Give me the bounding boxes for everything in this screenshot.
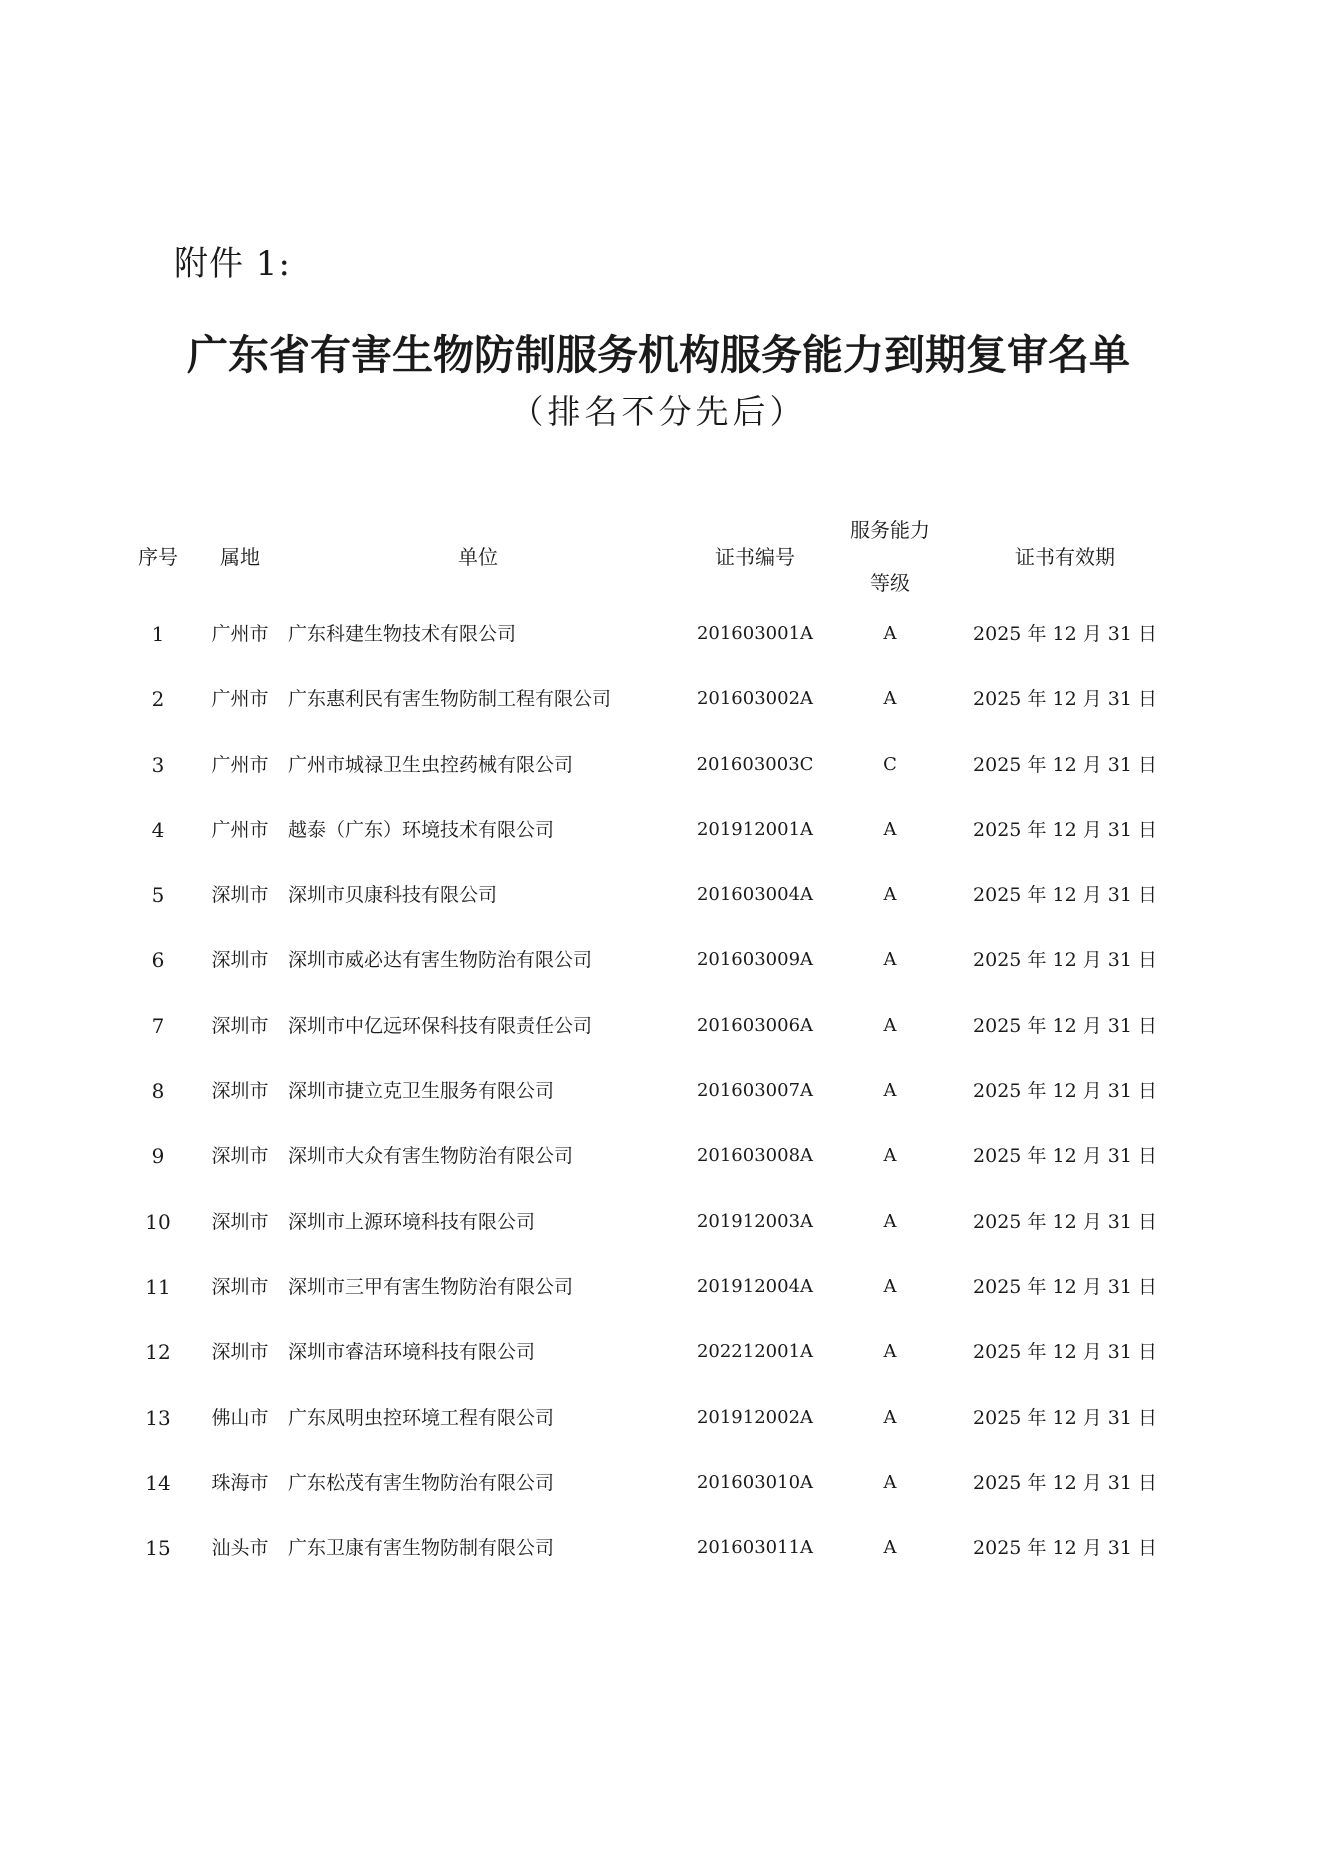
cell-seq: 14 xyxy=(145,1470,171,1495)
cell-unit: 广州市城禄卫生虫控药械有限公司 xyxy=(288,753,574,776)
table-row xyxy=(0,936,1317,1001)
cell-unit: 深圳市三甲有害生物防治有限公司 xyxy=(288,1275,574,1298)
header-location: 属地 xyxy=(220,544,260,569)
cell-cert-no: 201603004A xyxy=(696,884,814,906)
cell-validity: 2025 年 12 月 31 日 xyxy=(973,688,1157,711)
table-row xyxy=(0,1002,1317,1067)
table-row xyxy=(0,610,1317,675)
cell-unit: 广东松茂有害生物防治有限公司 xyxy=(288,1471,555,1494)
cell-unit: 广东惠利民有害生物防制工程有限公司 xyxy=(288,688,612,711)
header-seq: 序号 xyxy=(138,544,178,569)
cell-grade: A xyxy=(883,1537,897,1559)
cell-cert-no: 201603002A xyxy=(696,688,814,710)
cell-validity: 2025 年 12 月 31 日 xyxy=(973,1471,1157,1494)
document-subtitle: （排名不分先后） xyxy=(510,392,807,431)
document-title: 广东省有害生物防制服务机构服务能力到期复审名单 xyxy=(187,331,1130,379)
cell-grade: A xyxy=(883,884,897,906)
header-unit: 单位 xyxy=(458,544,498,569)
cell-grade: A xyxy=(883,1275,897,1297)
cell-cert-no: 201603003C xyxy=(696,753,814,775)
cell-location: 深圳市 xyxy=(211,1210,269,1233)
cell-unit: 深圳市中亿远环保科技有限责任公司 xyxy=(288,1014,593,1037)
cell-validity: 2025 年 12 月 31 日 xyxy=(973,1537,1157,1560)
cell-unit: 深圳市大众有害生物防治有限公司 xyxy=(288,1145,574,1168)
cell-cert-no: 202212001A xyxy=(696,1341,814,1363)
table-row xyxy=(0,1328,1317,1393)
cell-location: 深圳市 xyxy=(211,1275,269,1298)
cell-seq: 8 xyxy=(151,1079,165,1104)
cell-validity: 2025 年 12 月 31 日 xyxy=(973,1145,1157,1168)
cell-unit: 广东凤明虫控环境工程有限公司 xyxy=(288,1406,555,1429)
cell-unit: 越泰（广东）环境技术有限公司 xyxy=(288,818,555,841)
cell-grade: A xyxy=(883,688,897,710)
cell-cert-no: 201912004A xyxy=(696,1275,814,1297)
cell-seq: 10 xyxy=(145,1209,171,1234)
cell-cert-no: 201603001A xyxy=(696,623,814,644)
cell-location: 汕头市 xyxy=(211,1537,269,1560)
cell-grade: A xyxy=(883,1145,897,1167)
cell-location: 广州市 xyxy=(211,818,269,841)
cell-cert-no: 201603009A xyxy=(696,949,814,971)
cell-grade: A xyxy=(883,1471,897,1493)
cell-unit: 深圳市捷立克卫生服务有限公司 xyxy=(288,1080,555,1103)
cell-cert-no: 201912003A xyxy=(696,1210,814,1232)
cell-grade: A xyxy=(883,1210,897,1232)
header-grade-line1: 服务能力 xyxy=(850,518,930,542)
cell-location: 深圳市 xyxy=(211,949,269,972)
cell-validity: 2025 年 12 月 31 日 xyxy=(973,1014,1157,1037)
cell-seq: 9 xyxy=(151,1144,165,1169)
table-header xyxy=(0,510,1317,600)
table-row xyxy=(0,1132,1317,1197)
cell-seq: 12 xyxy=(145,1340,171,1365)
table-row xyxy=(0,1524,1317,1589)
cell-cert-no: 201603010A xyxy=(696,1471,814,1493)
cell-grade: A xyxy=(883,818,897,840)
table-row xyxy=(0,1394,1317,1459)
cell-cert-no: 201603006A xyxy=(696,1014,814,1036)
cell-validity: 2025 年 12 月 31 日 xyxy=(973,1080,1157,1103)
cell-grade: A xyxy=(883,1341,897,1363)
table-row xyxy=(0,675,1317,740)
cell-location: 深圳市 xyxy=(211,1014,269,1037)
cell-validity: 2025 年 12 月 31 日 xyxy=(973,1406,1157,1429)
cell-unit: 深圳市睿洁环境科技有限公司 xyxy=(288,1341,536,1364)
cell-grade: A xyxy=(883,1406,897,1428)
table-row xyxy=(0,1067,1317,1132)
cell-cert-no: 201603008A xyxy=(696,1145,814,1167)
cell-seq: 15 xyxy=(145,1536,171,1561)
cell-location: 深圳市 xyxy=(211,1145,269,1168)
cell-validity: 2025 年 12 月 31 日 xyxy=(973,623,1157,645)
cell-location: 广州市 xyxy=(211,623,269,645)
cell-seq: 2 xyxy=(151,687,165,712)
header-cert-no: 证书编号 xyxy=(715,544,795,569)
table-row xyxy=(0,1198,1317,1263)
cell-grade: C xyxy=(883,753,897,775)
cell-validity: 2025 年 12 月 31 日 xyxy=(973,1275,1157,1298)
cell-seq: 3 xyxy=(151,752,165,777)
cell-validity: 2025 年 12 月 31 日 xyxy=(973,1210,1157,1233)
cell-seq: 6 xyxy=(151,948,165,973)
table-body xyxy=(0,610,1317,1589)
cell-unit: 广东卫康有害生物防制有限公司 xyxy=(288,1537,555,1560)
header-validity: 证书有效期 xyxy=(1015,544,1115,569)
cell-seq: 4 xyxy=(151,817,165,842)
cell-validity: 2025 年 12 月 31 日 xyxy=(973,949,1157,972)
cell-grade: A xyxy=(883,1014,897,1036)
cell-grade: A xyxy=(883,623,897,644)
cell-location: 广州市 xyxy=(211,688,269,711)
table-row xyxy=(0,1263,1317,1328)
cell-cert-no: 201912001A xyxy=(696,818,814,840)
table-row xyxy=(0,871,1317,936)
attachment-label: 附件 1: xyxy=(174,244,291,284)
cell-seq: 7 xyxy=(151,1013,165,1038)
cell-seq: 1 xyxy=(151,622,165,646)
header-grade xyxy=(830,510,950,600)
cell-unit: 广东科建生物技术有限公司 xyxy=(288,623,517,645)
cell-location: 深圳市 xyxy=(211,1341,269,1364)
cell-seq: 5 xyxy=(151,883,165,908)
table-row xyxy=(0,1459,1317,1524)
cell-seq: 13 xyxy=(145,1405,171,1430)
table-row xyxy=(0,741,1317,806)
cell-unit: 深圳市贝康科技有限公司 xyxy=(288,884,498,907)
cell-location: 佛山市 xyxy=(211,1406,269,1429)
cell-validity: 2025 年 12 月 31 日 xyxy=(973,1341,1157,1364)
cell-location: 广州市 xyxy=(211,753,269,776)
cell-unit: 深圳市上源环境科技有限公司 xyxy=(288,1210,536,1233)
cell-validity: 2025 年 12 月 31 日 xyxy=(973,753,1157,776)
cell-grade: A xyxy=(883,1080,897,1102)
cell-validity: 2025 年 12 月 31 日 xyxy=(973,884,1157,907)
table-row xyxy=(0,806,1317,871)
cell-grade: A xyxy=(883,949,897,971)
cell-cert-no: 201603011A xyxy=(696,1537,814,1559)
cell-cert-no: 201912002A xyxy=(696,1406,814,1428)
cell-unit: 深圳市威必达有害生物防治有限公司 xyxy=(288,949,593,972)
cell-location: 珠海市 xyxy=(211,1471,269,1494)
cell-location: 深圳市 xyxy=(211,1080,269,1103)
cell-cert-no: 201603007A xyxy=(696,1080,814,1102)
header-grade-line2: 等级 xyxy=(870,571,910,595)
cell-seq: 11 xyxy=(145,1274,171,1299)
cell-validity: 2025 年 12 月 31 日 xyxy=(973,818,1157,841)
cell-location: 深圳市 xyxy=(211,884,269,907)
